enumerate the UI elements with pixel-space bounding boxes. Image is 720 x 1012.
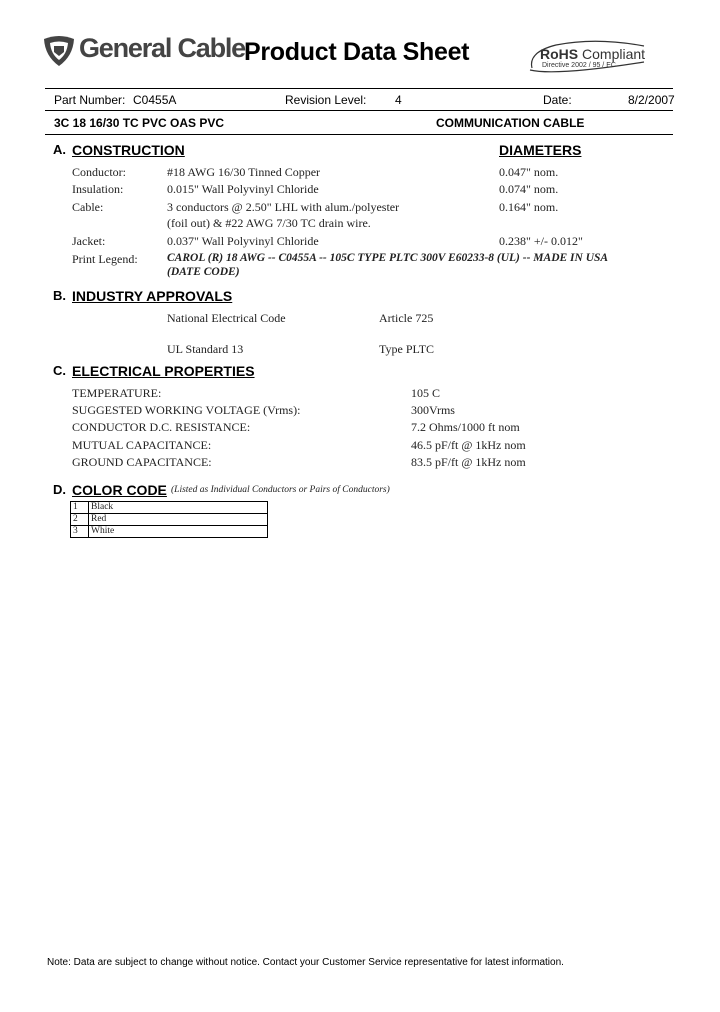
revision-label: Revision Level: [285, 93, 367, 107]
print-legend-label: Print Legend: [72, 252, 138, 266]
section-title-approvals: INDUSTRY APPROVALS [72, 288, 233, 304]
date-label: Date: [543, 93, 572, 107]
diameter-value: 0.238" +/- 0.012" [499, 234, 583, 248]
part-number-label: Part Number: [54, 93, 126, 107]
property-value: 105 C [411, 386, 441, 400]
property-label: GROUND CAPACITANCE: [72, 455, 212, 469]
construction-label: Insulation: [72, 182, 124, 196]
conductor-number: 1 [71, 502, 89, 514]
property-value: 46.5 pF/ft @ 1kHz nom [411, 438, 526, 452]
diameter-value: 0.047" nom. [499, 165, 559, 179]
property-value: 300Vrms [411, 403, 455, 417]
property-label: TEMPERATURE: [72, 386, 162, 400]
section-letter: C. [53, 363, 66, 378]
diameter-value: 0.074" nom. [499, 182, 559, 196]
color-code-note: (Listed as Individual Conductors or Pairs of Conductors) [171, 485, 390, 495]
rohs-text: Compliant [582, 46, 646, 62]
rohs-subtitle: Directive 2002 / 95 / EC [542, 62, 616, 69]
divider [45, 134, 673, 135]
logo-text: General Cable [79, 33, 245, 63]
revision-value: 4 [395, 93, 402, 107]
construction-value: #18 AWG 16/30 Tinned Copper [167, 165, 321, 179]
diameter-value: 0.164" nom. [499, 200, 559, 214]
color-code-table [70, 501, 268, 538]
property-label: MUTUAL CAPACITANCE: [72, 438, 212, 452]
table-row [71, 502, 268, 514]
approval-name: UL Standard 13 [167, 342, 244, 356]
conductor-color: Black [89, 502, 268, 514]
section-title-color-code: COLOR CODE [72, 482, 167, 498]
section-letter: A. [53, 142, 66, 157]
approval-value: Type PLTC [379, 342, 435, 356]
construction-label: Jacket: [72, 234, 106, 248]
conductor-color: White [89, 526, 268, 538]
footer-note: Note: Data are subject to change without notice. Contact your Customer Service representative for latest information. [47, 957, 564, 968]
construction-label: Cable: [72, 200, 104, 214]
section-title-construction: CONSTRUCTION [72, 142, 185, 158]
construction-value: 0.015" Wall Polyvinyl Chloride [167, 182, 319, 196]
property-value: 83.5 pF/ft @ 1kHz nom [411, 455, 526, 469]
rohs-badge [526, 40, 650, 74]
conductor-number: 3 [71, 526, 89, 538]
section-letter: D. [53, 482, 66, 497]
part-number-value: C0455A [133, 93, 177, 107]
page-title: Product Data Sheet [244, 38, 470, 66]
section-title-electrical: ELECTRICAL PROPERTIES [72, 363, 255, 379]
print-legend-line1: CAROL (R) 18 AWG -- C0455A -- 105C TYPE PLTC 300V E60233-8 (UL) -- MADE IN USA [167, 252, 609, 264]
approval-value: Article 725 [379, 311, 434, 325]
property-label: CONDUCTOR D.C. RESISTANCE: [72, 420, 251, 434]
conductor-number: 2 [71, 514, 89, 526]
section-title-diameters: DIAMETERS [499, 142, 582, 158]
approval-name: National Electrical Code [167, 311, 286, 325]
table-row [71, 526, 268, 538]
general-cable-logo-icon [42, 34, 76, 68]
divider [45, 110, 673, 111]
construction-value: 0.037" Wall Polyvinyl Chloride [167, 234, 319, 248]
section-letter: B. [53, 288, 66, 303]
date-value: 8/2/2007 [628, 93, 675, 107]
construction-value: (foil out) & #22 AWG 7/30 TC drain wire. [167, 216, 371, 230]
divider [45, 88, 673, 89]
conductor-color: Red [89, 514, 268, 526]
product-name: 3C 18 16/30 TC PVC OAS PVC [54, 116, 225, 130]
rohs-bold: RoHS [540, 46, 579, 62]
construction-value: 3 conductors @ 2.50" LHL with alum./polyester [167, 200, 400, 214]
property-value: 7.2 Ohms/1000 ft nom [411, 420, 520, 434]
construction-label: Conductor: [72, 165, 126, 179]
table-row [71, 514, 268, 526]
property-label: SUGGESTED WORKING VOLTAGE (Vrms): [72, 403, 301, 417]
print-legend-line2: (DATE CODE) [167, 266, 240, 278]
product-type: COMMUNICATION CABLE [436, 116, 585, 130]
